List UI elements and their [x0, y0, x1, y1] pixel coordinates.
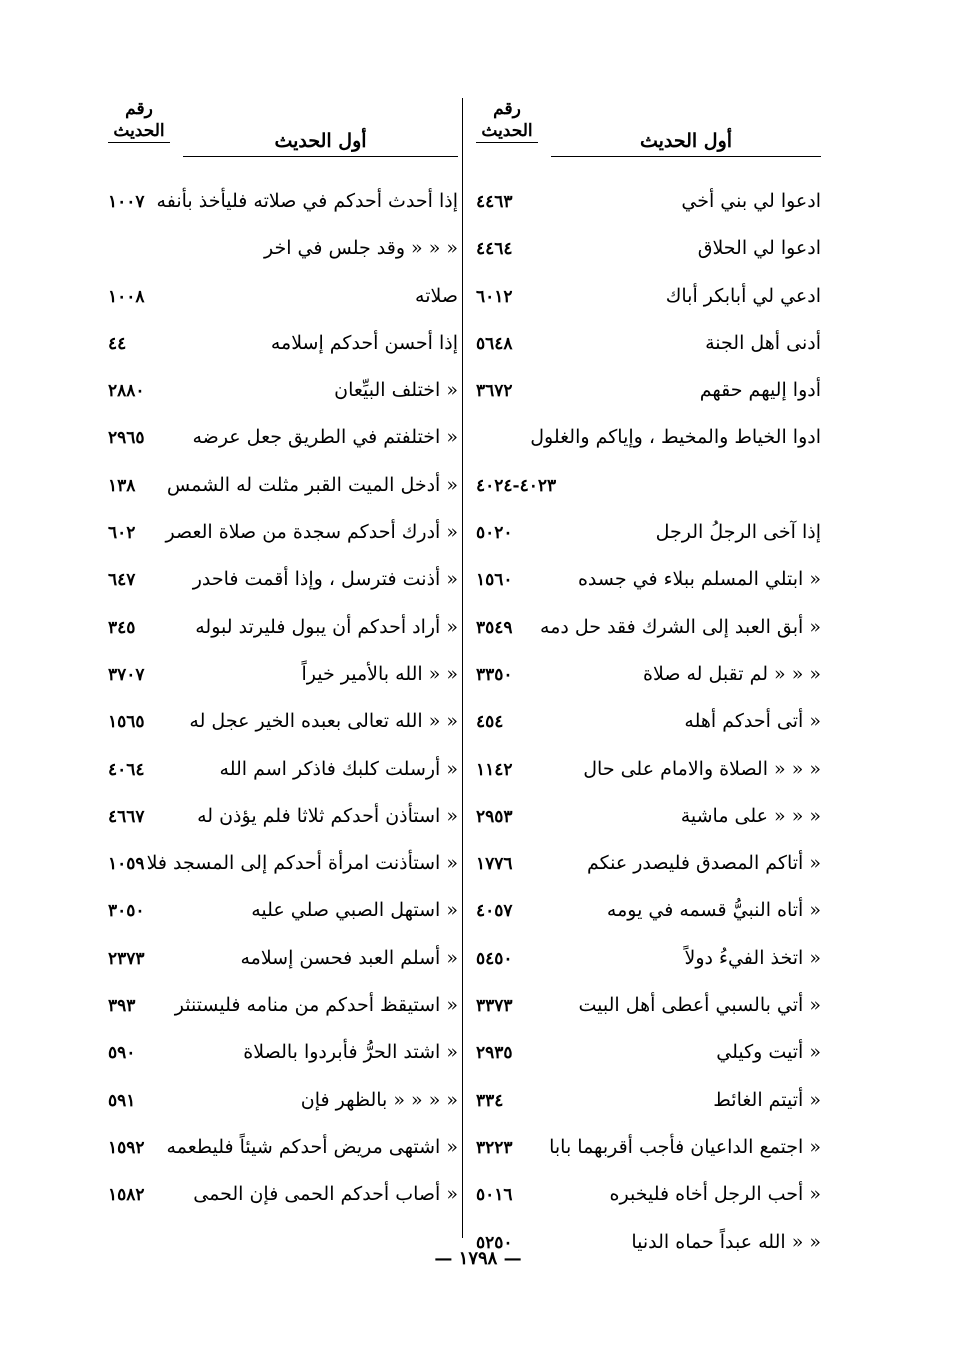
hadith-number: ١٠٠٨ — [108, 286, 145, 307]
page-number: — ١٧٩٨ — — [434, 1248, 522, 1269]
hadith-opening-text: صلاته — [415, 284, 458, 307]
hadith-opening-text: « أدرك أحدكم سجدة من صلاة العصر — [165, 521, 458, 544]
hadith-number: ٣٧٠٧ — [108, 664, 145, 685]
column-divider — [462, 98, 463, 1238]
hadith-opening-text: « أتيت وكيلي — [716, 1041, 821, 1064]
index-entry — [108, 322, 458, 369]
index-entry — [108, 227, 458, 274]
hadith-number-heading — [108, 98, 170, 143]
index-entry — [476, 653, 821, 700]
hadith-number: ٦٤٧ — [108, 570, 136, 591]
hadith-number: ١٠٥٩ — [108, 854, 145, 875]
index-entry — [476, 1126, 821, 1173]
hadith-opening-text: « « الله تعالى بعبده الخير عجل له — [189, 710, 458, 733]
hadith-opening-text: ادوا الخياط والمخيط ، وإياكم والغلول — [530, 426, 821, 449]
index-entry — [108, 1031, 458, 1078]
index-entry — [476, 889, 821, 936]
hadith-number: ١٥٦٠ — [476, 570, 513, 591]
number-heading-bottom: الحديث — [476, 120, 538, 143]
index-entry — [108, 275, 458, 322]
hadith-opening-text: ادعوا لي بني أخي — [681, 190, 821, 212]
hadith-number: ١٠٠٧ — [108, 192, 145, 212]
index-entry — [108, 1126, 458, 1173]
index-entry — [108, 416, 458, 463]
hadith-opening-text: إذا أحدث أحدكم في صلاته فليأخذ بأنفه — [156, 190, 458, 212]
left-column — [108, 98, 458, 1206]
hadith-number: ٦٠٢ — [108, 523, 136, 544]
number-heading-top: رقم — [125, 99, 153, 119]
hadith-opening-text: « أراد أحدكم أن يبول فليرتد لبوله — [195, 615, 458, 638]
hadith-opening-text: « « الله بالأمير خيراً — [301, 662, 458, 685]
hadith-number: ٥٠٢٠ — [476, 523, 513, 544]
index-entry — [476, 511, 821, 558]
index-entry — [476, 180, 821, 227]
hadith-opening-text: إذا آخى الرجلُ الرجل — [655, 521, 821, 544]
hadith-start-heading: أول الحديث — [551, 130, 821, 157]
index-entry — [476, 748, 821, 795]
hadith-opening-text: « اشتد الحرُّ فأبردوا بالصلاة — [243, 1041, 458, 1064]
index-entry — [108, 700, 458, 747]
hadith-opening-text: « « « لم تقبل له صلاة — [643, 662, 821, 685]
index-entry — [476, 416, 821, 463]
hadith-opening-text: « استيقظ أحدكم من منامه فليستنثر — [174, 994, 458, 1017]
hadith-number: ٤٠٢٣-٤٠٢٤ — [476, 475, 557, 496]
index-entry — [476, 1031, 821, 1078]
hadith-number: ٣٢٢٣ — [476, 1137, 513, 1158]
hadith-opening-text: « أتاه النبيُّ قسمه في يومه — [606, 899, 821, 922]
hadith-number: ٣٠٥٠ — [108, 901, 145, 922]
hadith-number: ٤٤ — [108, 333, 127, 354]
number-heading-bottom: الحديث — [108, 120, 170, 143]
hadith-number: ٥٦٤٨ — [476, 333, 513, 354]
hadith-opening-text: « اختلف البيِّعان — [334, 379, 458, 402]
hadith-number: ٥٩١ — [108, 1090, 136, 1111]
hadith-opening-text: « أحب الرجل أخاه فليخبره — [609, 1183, 821, 1206]
left-column-header — [108, 98, 458, 168]
index-entry — [108, 889, 458, 936]
hadith-opening-text: « أسلم العبد فحسن إسلامه — [240, 946, 458, 969]
hadith-number: ٤٤٦٣ — [476, 192, 513, 212]
index-entry — [108, 606, 458, 653]
hadith-opening-text: « « « الصلاة والامام على حال — [583, 757, 821, 780]
hadith-number: ٥٢٥٠ — [476, 1232, 513, 1253]
hadith-opening-text: « « « على ماشية — [680, 804, 821, 827]
index-entry — [476, 700, 821, 747]
index-entry — [476, 227, 821, 274]
index-entry — [108, 511, 458, 558]
hadith-number: ١١٤٢ — [476, 759, 513, 780]
right-column-header — [476, 98, 821, 168]
hadith-number: ٢٩٥٣ — [476, 806, 513, 827]
hadith-number: ٥٠١٦ — [476, 1185, 513, 1206]
hadith-number: ١٥٩٢ — [108, 1137, 145, 1158]
index-entry — [108, 795, 458, 842]
index-entry — [476, 795, 821, 842]
index-entry — [108, 937, 458, 984]
index-entry — [108, 653, 458, 700]
hadith-opening-text: « أدخل الميت القبر مثلت له الشمس — [166, 473, 458, 496]
hadith-number: ٢٩٦٥ — [108, 428, 145, 449]
hadith-opening-text: « أتيتم الغائط — [713, 1088, 821, 1111]
hadith-number: ٢٩٣٥ — [476, 1043, 513, 1064]
hadith-opening-text: « أذنت فترسل ، وإذا أقمت فاحدر — [192, 568, 458, 591]
index-entry — [476, 1079, 821, 1126]
hadith-opening-text: « « الله عبداً حماه الدنيا — [631, 1230, 821, 1253]
index-entry — [476, 464, 821, 511]
hadith-number: ٢٣٧٣ — [108, 948, 145, 969]
index-entry — [108, 369, 458, 416]
hadith-opening-text: « أتاكم المصدق فليصدر عنكم — [586, 852, 821, 875]
hadith-number: ٤٤٦٤ — [476, 239, 513, 260]
hadith-number: ١٥٨٢ — [108, 1185, 145, 1206]
hadith-opening-text: « استأذنت امرأة أحدكم إلى المسجد فلا — [146, 852, 458, 875]
index-entry — [108, 984, 458, 1031]
index-entry — [108, 464, 458, 511]
hadith-number: ٤٠٦٤ — [108, 759, 145, 780]
hadith-number: ٤٦٦٧ — [108, 806, 145, 827]
index-entry — [108, 1173, 458, 1220]
hadith-number: ٣٣٧٣ — [476, 996, 513, 1017]
hadith-opening-text: « ابتلي المسلم ببلاء في جسده — [577, 568, 821, 591]
hadith-number: ٣٥٤٩ — [476, 617, 513, 638]
hadith-number-heading — [476, 98, 538, 143]
hadith-opening-text: « اتخذ الفيءُ دولاً — [684, 946, 821, 969]
index-entry — [476, 369, 821, 416]
index-entry — [476, 842, 821, 889]
index-entry — [108, 180, 458, 227]
hadith-number: ١٧٧٦ — [476, 854, 513, 875]
hadith-opening-text: « أتي بالسبي أعطى أهل البيت — [578, 994, 821, 1017]
hadith-opening-text: « « « « بالظهر فإن — [300, 1088, 458, 1111]
hadith-opening-text: ادعوا لي الحلاق — [697, 237, 821, 260]
index-entry — [108, 1079, 458, 1126]
hadith-opening-text: أدوا إليهم حقهم — [699, 379, 821, 402]
hadith-number: ٦٠١٢ — [476, 286, 513, 307]
right-entries — [476, 180, 821, 1268]
right-column — [476, 98, 821, 1253]
index-entry — [108, 558, 458, 605]
index-entry — [108, 842, 458, 889]
index-entry — [108, 748, 458, 795]
hadith-number: ٥٩٠ — [108, 1043, 136, 1064]
index-entry — [476, 984, 821, 1031]
hadith-opening-text: « أرسلت كلبك فاذكر اسم الله — [219, 757, 458, 780]
hadith-number: ٤٠٥٧ — [476, 901, 513, 922]
hadith-opening-text: إذا أحسن أحدكم إسلامه — [270, 331, 458, 354]
index-entry — [476, 937, 821, 984]
index-entry — [476, 275, 821, 322]
hadith-number: ٣٤٥ — [108, 617, 136, 638]
hadith-number: ١٣٨ — [108, 475, 136, 496]
hadith-start-heading: أول الحديث — [183, 130, 458, 157]
left-entries — [108, 180, 458, 1221]
index-entry — [476, 558, 821, 605]
hadith-opening-text: ادعي لي أبابكر أباك — [665, 284, 821, 307]
index-entry — [476, 606, 821, 653]
hadith-opening-text: « اجتمع الداعيان فأجب أقربهما بابا — [549, 1135, 821, 1158]
hadith-opening-text: أدنى أهل الجنة — [705, 331, 821, 354]
hadith-opening-text: « استأذن أحدكم ثلاثا فلم يؤذن له — [197, 804, 458, 827]
hadith-opening-text: « استهل الصبي صلي عليه — [251, 899, 458, 922]
hadith-opening-text: « أتى أحدكم أهله — [684, 710, 821, 733]
index-entry — [476, 322, 821, 369]
index-entry — [476, 1173, 821, 1220]
hadith-number: ٣٩٣ — [108, 996, 136, 1017]
hadith-opening-text: « أصاب أحدكم الحمى فإن الحمى — [193, 1183, 458, 1206]
hadith-number: ٣٣٥٠ — [476, 664, 513, 685]
hadith-number: ٥٤٥٠ — [476, 948, 513, 969]
hadith-number: ٣٦٧٢ — [476, 381, 513, 402]
hadith-number: ١٥٦٥ — [108, 712, 145, 733]
hadith-opening-text: « « « وقد جلس في اخر — [263, 237, 458, 260]
hadith-opening-text: « اختلفتم في الطريق جعل عرضه — [192, 426, 458, 449]
hadith-number: ٤٥٤ — [476, 712, 504, 733]
hadith-number: ٢٨٨٠ — [108, 381, 145, 402]
number-heading-top: رقم — [493, 99, 521, 119]
hadith-number: ٣٣٤ — [476, 1090, 504, 1111]
hadith-opening-text: « أبق العبد إلى الشرك فقد حل دمه — [540, 615, 821, 638]
hadith-opening-text: « اشتهى مريض أحدكم شيئاً فليطعمه — [166, 1135, 458, 1158]
